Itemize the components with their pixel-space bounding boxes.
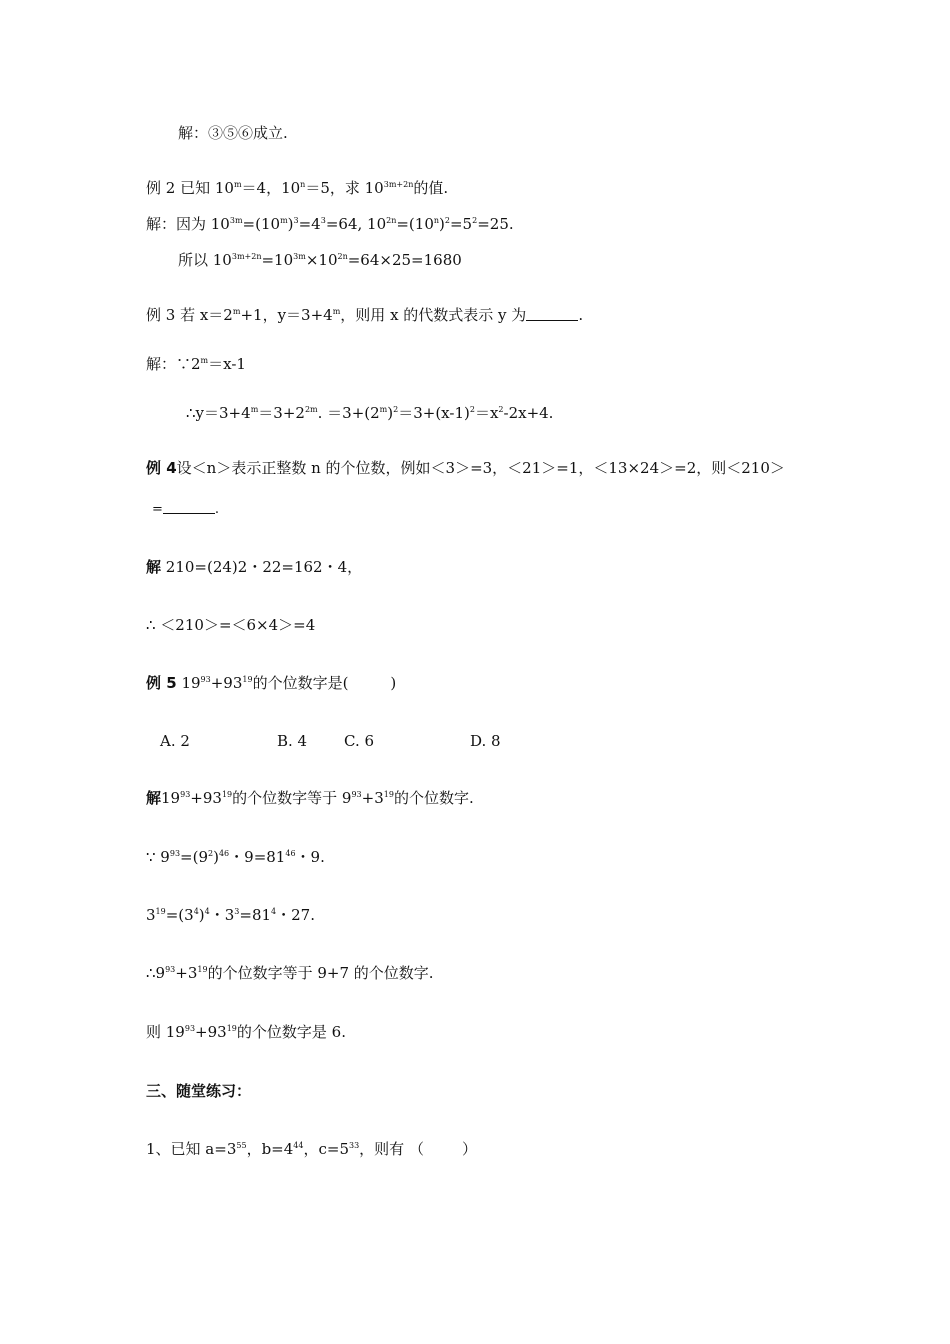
- text-run: 的个位数字.: [393, 789, 474, 807]
- text-run: 例 4: [146, 459, 177, 477]
- answer-blank: [163, 501, 215, 514]
- exponent: m: [250, 405, 259, 414]
- text-run: ・9=81: [229, 848, 286, 866]
- example-2-solution-step2: [178, 250, 462, 270]
- text-run: 19: [161, 789, 181, 807]
- text-run: 所以 10: [178, 251, 232, 269]
- exponent: 4: [271, 907, 277, 916]
- exponent: 46: [218, 849, 230, 858]
- exponent: 19: [221, 790, 233, 799]
- text-run: 的个位数字是(: [252, 674, 349, 692]
- exponent: 33: [348, 1141, 360, 1150]
- example-5-solution-step4: [146, 963, 434, 983]
- text-run: ＝4，10: [241, 179, 301, 197]
- text-run: ・3: [209, 906, 235, 924]
- text-run: 1、已知 a=3: [146, 1140, 237, 1158]
- text-run: =10: [261, 251, 294, 269]
- text-run: ＝x: [474, 404, 499, 422]
- text-run: ): [439, 215, 445, 233]
- text-run: 解: [146, 558, 162, 576]
- exponent: 2: [469, 405, 475, 414]
- text-run: +1，y＝3+4: [240, 306, 333, 324]
- text-run: 3: [146, 906, 156, 924]
- example-5-solution-step5: [146, 1022, 346, 1042]
- text-run: ＝x-1: [208, 355, 246, 373]
- example-3-solution-step2: [186, 403, 553, 423]
- text-run: . ＝3+(2: [317, 404, 380, 422]
- text-run: .: [214, 502, 220, 517]
- text-run: 19: [176, 674, 201, 692]
- exponent: m: [379, 405, 388, 414]
- exponent: 93: [351, 790, 362, 799]
- text-run: ＝5，求 10: [305, 179, 384, 197]
- exponent: 3m+2n: [231, 252, 262, 261]
- text-run: 解：因为 10: [146, 215, 230, 233]
- text-run: +93: [195, 1023, 227, 1041]
- text-run: +93: [190, 789, 222, 807]
- text-run: -2x+4.: [503, 404, 554, 422]
- exponent: 55: [236, 1141, 247, 1150]
- example-4-solution-step1: [146, 557, 362, 577]
- text-run: =(3: [165, 906, 194, 924]
- text-run: =(9: [180, 848, 209, 866]
- example-2-solution-step1: [146, 214, 514, 234]
- example-3: [146, 305, 583, 325]
- text-run: 则 19: [146, 1023, 185, 1041]
- text-run: ×10: [305, 251, 338, 269]
- text-run: 例 3 若 x＝2: [146, 306, 233, 324]
- exponent: 19: [383, 790, 394, 799]
- exponent: 19: [155, 907, 166, 916]
- example-5: [146, 673, 396, 693]
- exponent: 2: [444, 216, 450, 225]
- exponent: 19: [197, 965, 208, 974]
- exponent: 93: [169, 849, 181, 858]
- text-run: +3: [361, 789, 384, 807]
- example-4: [146, 458, 785, 478]
- example-4-continued: [152, 500, 219, 520]
- text-run: ・9.: [295, 848, 325, 866]
- solution-1: [178, 123, 288, 143]
- text-run: 的值.: [413, 179, 449, 197]
- text-run: 解：③⑤⑥成立.: [178, 124, 288, 142]
- text-run: ): [387, 404, 394, 422]
- text-run: =5: [449, 215, 473, 233]
- text-run: 的个位数字等于 9+7 的个位数字.: [207, 964, 434, 982]
- text-run: ，b=4: [246, 1140, 294, 1158]
- exponent: n: [300, 180, 306, 189]
- exponent: m: [280, 216, 288, 225]
- exponent: 4: [193, 907, 199, 916]
- exponent: 2n: [337, 252, 348, 261]
- exponent: m: [233, 180, 242, 189]
- exponent: 46: [285, 849, 296, 858]
- section-3-title: 三、随堂练习：: [146, 1082, 252, 1100]
- text-run: =81: [239, 906, 272, 924]
- exponent: 4: [204, 907, 210, 916]
- example-2: [146, 178, 448, 198]
- text-run: ): [390, 674, 397, 692]
- exercise-1: [146, 1139, 477, 1159]
- text-run: ∵ 9: [146, 848, 170, 866]
- exponent: 3m+2n: [383, 180, 414, 189]
- text-run: ): [287, 215, 294, 233]
- exponent: 3: [293, 216, 299, 225]
- exponent: m: [332, 307, 341, 316]
- text-run: 例 2 已知 10: [146, 179, 234, 197]
- text-run: ，c=5: [303, 1140, 349, 1158]
- text-run: ∴ ＜210＞=＜6×4＞=4: [146, 616, 316, 634]
- option-d: D. 8: [470, 732, 501, 750]
- exponent: 44: [293, 1141, 304, 1150]
- exponent: n: [433, 216, 440, 225]
- exponent: 3m: [293, 252, 306, 261]
- exponent: 3m: [229, 216, 243, 225]
- text-run: =4: [298, 215, 321, 233]
- text-run: ＝3+2: [258, 404, 305, 422]
- text-run: =(10: [242, 215, 281, 233]
- text-run: 210=(24)2・22=162・4，: [161, 558, 363, 576]
- text-run: 例 5: [146, 674, 177, 692]
- text-run: ): [198, 906, 205, 924]
- text-run: =: [152, 502, 163, 517]
- exponent: 3: [320, 216, 326, 225]
- text-run: 的个位数字是 6.: [236, 1023, 346, 1041]
- text-run: +3: [175, 964, 198, 982]
- example-5-solution-step1: [146, 788, 474, 808]
- example-4-solution-step2: [146, 615, 315, 635]
- text-run: =25.: [477, 215, 514, 233]
- option-a: A. 2: [160, 732, 190, 750]
- text-run: 的个位数字等于 9: [232, 789, 352, 807]
- exponent: m: [232, 307, 241, 316]
- text-run: 解：∵2: [146, 355, 201, 373]
- answer-blank: [526, 308, 578, 321]
- exponent: 2: [498, 405, 504, 414]
- example-5-solution-step2: [146, 847, 325, 867]
- exponent: 93: [200, 675, 211, 684]
- exponent: 2: [393, 405, 399, 414]
- text-run: ＝3+(x-1): [398, 404, 470, 422]
- exponent: 19: [242, 675, 253, 684]
- option-b: B. 4: [277, 732, 308, 750]
- text-run: ，则有 （: [359, 1140, 424, 1158]
- text-run: ，则用 x 的代数式表示 y 为: [340, 306, 527, 324]
- exponent: 2: [208, 849, 214, 858]
- text-run: =(10: [396, 215, 434, 233]
- example-3-solution-step1: [146, 354, 246, 374]
- text-run: ・27.: [276, 906, 315, 924]
- exponent: 2: [472, 216, 478, 225]
- text-run: =64, 10: [325, 215, 387, 233]
- example-5-options: [0, 731, 950, 751]
- exponent: 93: [165, 965, 176, 974]
- text-run: +93: [210, 674, 243, 692]
- exponent: 2m: [304, 405, 318, 414]
- text-run: 设＜n＞表示正整数 n 的个位数，例如＜3＞=3，＜21＞=1，＜13×24＞=2，则＜210＞: [176, 459, 785, 477]
- text-run: ∴9: [146, 964, 166, 982]
- exponent: 2n: [386, 216, 397, 225]
- text-run: ）: [461, 1140, 477, 1158]
- exponent: 93: [180, 790, 191, 799]
- exponent: m: [200, 356, 209, 365]
- exponent: 93: [184, 1024, 196, 1033]
- text-run: ): [213, 848, 219, 866]
- example-5-solution-step3: [146, 905, 315, 925]
- exponent: 19: [226, 1024, 237, 1033]
- text-run: .: [578, 306, 584, 324]
- text-run: =64×25=1680: [347, 251, 462, 269]
- option-c: C. 6: [344, 732, 375, 750]
- text-run: ∴y＝3+4: [186, 404, 251, 422]
- text-run: 解: [146, 789, 162, 807]
- exponent: 3: [234, 907, 240, 916]
